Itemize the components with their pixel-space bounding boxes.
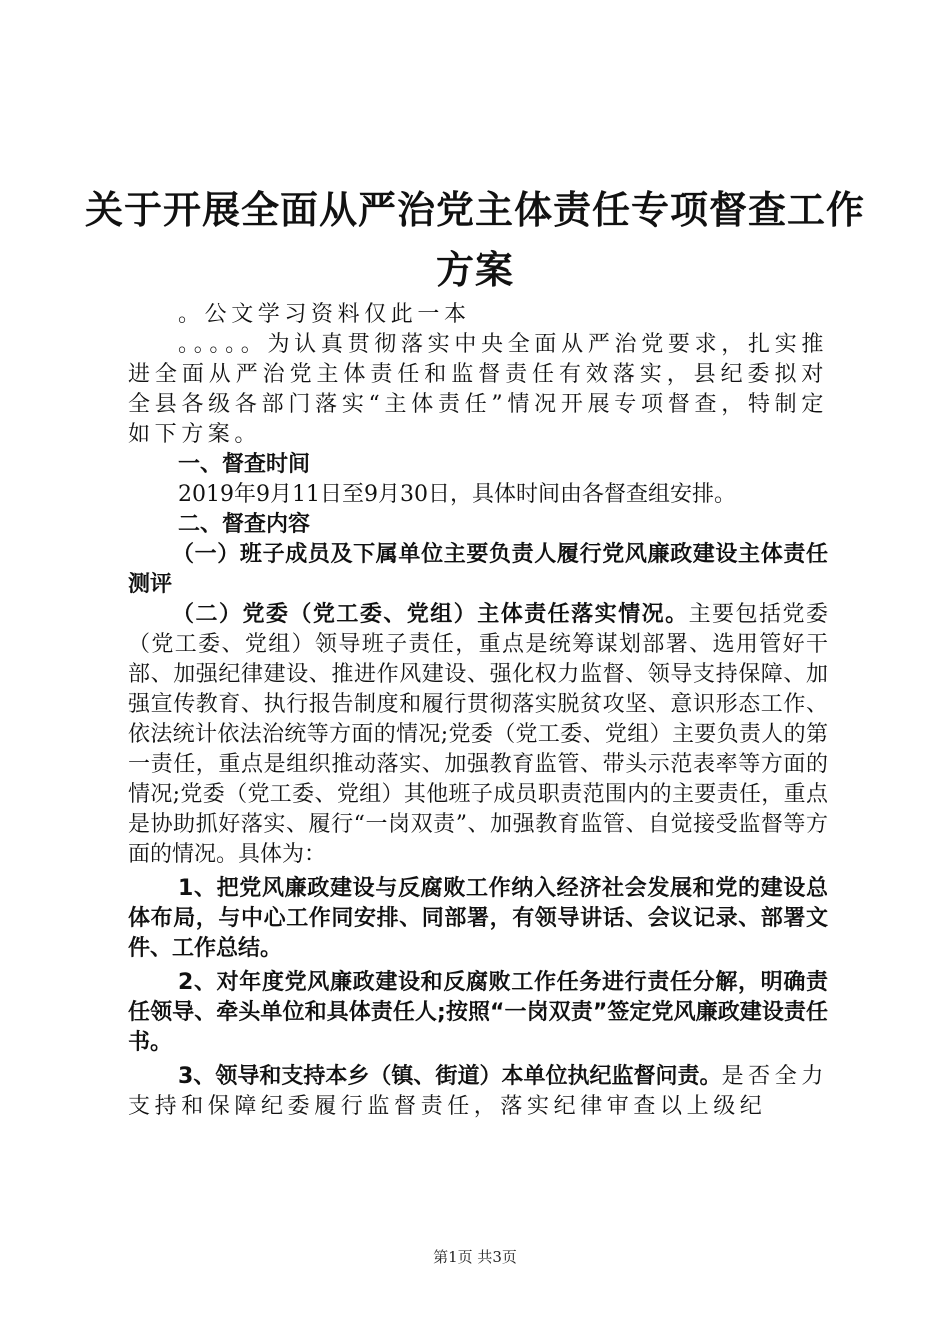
point-3-text: 是否全力支持和保障纪委履行监督责任，落实纪律审查以上级纪: [128, 1064, 828, 1119]
intro-paragraph: 。。。。。为认真贯彻落实中央全面从严治党要求，扎实推进全面从严治党主体责任和监督责任有效落实，县纪委拟对全县各级各部门落实“主体责任”情况开展专项督查，特制定如下方案。: [128, 332, 828, 447]
item-2-text: 主要包括党委（党工委、党组）领导班子责任，重点是统筹谋划部署、选用管好干部、加强纪律建设、推进作风建设、强化权力监督、领导支持保障、加强宣传教育、执行报告制度和履行贯彻落实脱贫攻坚、意识形态工作、依法统计依法治统等方面的情况;党委（党工委、党组）主要负责人的第一责任，重点是组织推动落实、加强教育监管、带头示范表率等方面的情况;党委（党工委、党组）其他班子成员职责范围内的主要责任，重点是协助抓好落实、履行“一岗双责”、加强教育监管、自觉接受监督等方面的情况。具体为：: [128, 602, 828, 867]
document-body: [128, 300, 828, 1122]
page-number-footer: 第1页 共3页: [433, 1248, 517, 1266]
point-3-heading: 3、领导和支持本乡（镇、街道）本单位执纪监督问责。: [178, 1064, 722, 1089]
section-2-heading: 二、督查内容: [178, 512, 311, 537]
document-title-line-2: 方案: [435, 248, 514, 292]
point-2: 2、对年度党风廉政建设和反腐败工作任务进行责任分解，明确责任领导、牵头单位和具体责任人;按照“一岗双责”签定党风廉政建设责任书。: [128, 970, 828, 1055]
item-1-heading: （一）班子成员及下属单位主要负责人履行党风廉政建设主体责任测评: [128, 542, 828, 597]
point-3-paragraph: [128, 1062, 828, 1122]
section-1-heading: 一、督查时间: [178, 452, 311, 477]
item-2-paragraph: [128, 600, 828, 870]
section-1-text: 2019年9月11日至9月30日，具体时间由各督查组安排。: [178, 482, 736, 507]
point-1: 1、把党风廉政建设与反腐败工作纳入经济社会发展和党的建设总体布局，与中心工作同安排、同部署，有领导讲话、会议记录、部署文件、工作总结。: [128, 876, 828, 961]
item-2-heading: （二）党委（党工委、党组）主体责任落实情况。: [172, 602, 689, 627]
document-title-line-1: 关于开展全面从严治党主体责任专项督查工作: [84, 188, 865, 232]
source-note: 。公文学习资料仅此一本: [178, 302, 471, 327]
